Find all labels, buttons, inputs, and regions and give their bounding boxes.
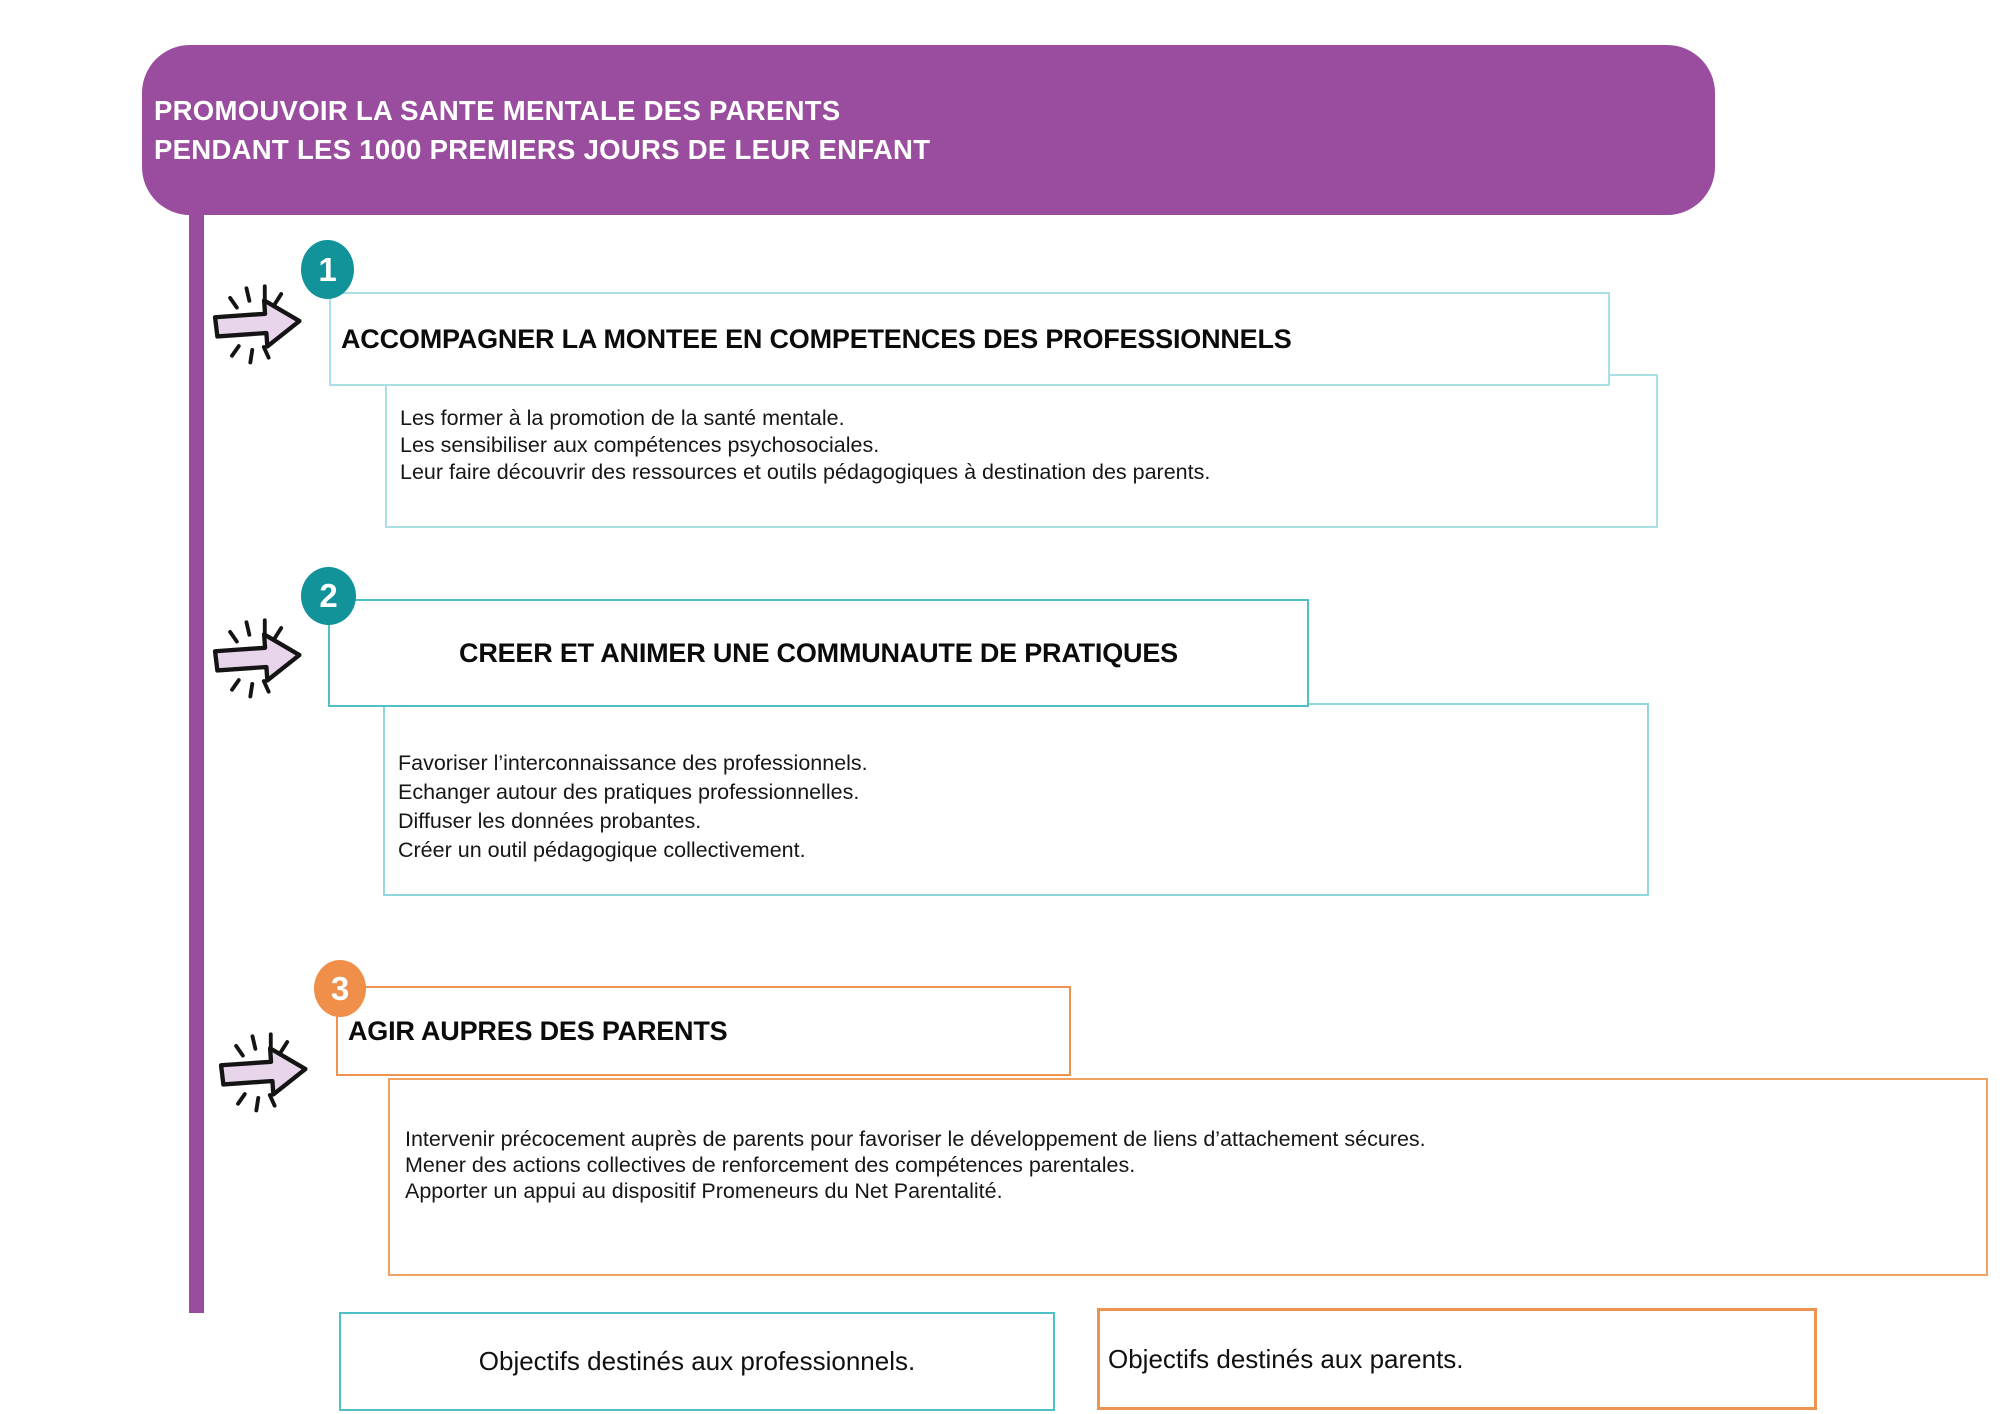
page-title-banner <box>142 45 1715 215</box>
section-1-objective: Leur faire découvrir des ressources et outils pédagogiques à destination des parents. <box>400 460 1211 484</box>
legend-professionals <box>339 1312 1055 1411</box>
step-1-badge: 1 <box>301 240 354 299</box>
section-2-objective: Echanger autour des pratiques professionnelles. <box>398 780 860 804</box>
step-3-badge: 3 <box>314 960 366 1017</box>
emphasis-arrow-icon <box>206 266 312 378</box>
section-2-objective: Favoriser l’interconnaissance des professionnels. <box>398 751 868 775</box>
section-2-objective: Diffuser les données probantes. <box>398 809 702 833</box>
section-1-body-box <box>385 374 1658 528</box>
section-2-title-box <box>328 599 1309 707</box>
section-3-objective: Apporter un appui au dispositif Promeneurs du Net Parentalité. <box>405 1179 1003 1203</box>
legend-parents-label: Objectifs destinés aux parents. <box>1108 1343 1464 1374</box>
section-2-title: CREER ET ANIMER UNE COMMUNAUTE DE PRATIQUES <box>459 637 1178 668</box>
section-3-objective: Mener des actions collectives de renforcement des compétences parentales. <box>405 1153 1136 1177</box>
page-title-line-2: PENDANT LES 1000 PREMIERS JOURS DE LEUR ENFANT <box>154 134 931 165</box>
emphasis-arrow-icon <box>212 1014 318 1126</box>
section-3-body-box <box>388 1078 1988 1276</box>
section-3-title-box <box>336 986 1071 1076</box>
emphasis-arrow-icon <box>206 600 312 712</box>
section-2-body-box <box>383 703 1649 896</box>
timeline-spine <box>189 200 204 1313</box>
section-3-objective: Intervenir précocement auprès de parents pour favoriser le développement de liens d’attachement sécures. <box>405 1127 1426 1151</box>
section-1-objective: Les sensibiliser aux compétences psychosociales. <box>400 433 880 457</box>
section-1-objective: Les former à la promotion de la santé mentale. <box>400 406 845 430</box>
section-1-title-box <box>329 292 1610 386</box>
page-title-line-1: PROMOUVOIR LA SANTE MENTALE DES PARENTS <box>154 95 841 126</box>
step-2-badge: 2 <box>301 567 356 625</box>
section-1-title: ACCOMPAGNER LA MONTEE EN COMPETENCES DES PROFESSIONNELS <box>341 323 1292 354</box>
legend-parents <box>1097 1308 1817 1410</box>
section-2-objective: Créer un outil pédagogique collectivement. <box>398 838 806 862</box>
section-3-title: AGIR AUPRES DES PARENTS <box>348 1015 728 1046</box>
legend-professionals-label: Objectifs destinés aux professionnels. <box>478 1346 916 1376</box>
